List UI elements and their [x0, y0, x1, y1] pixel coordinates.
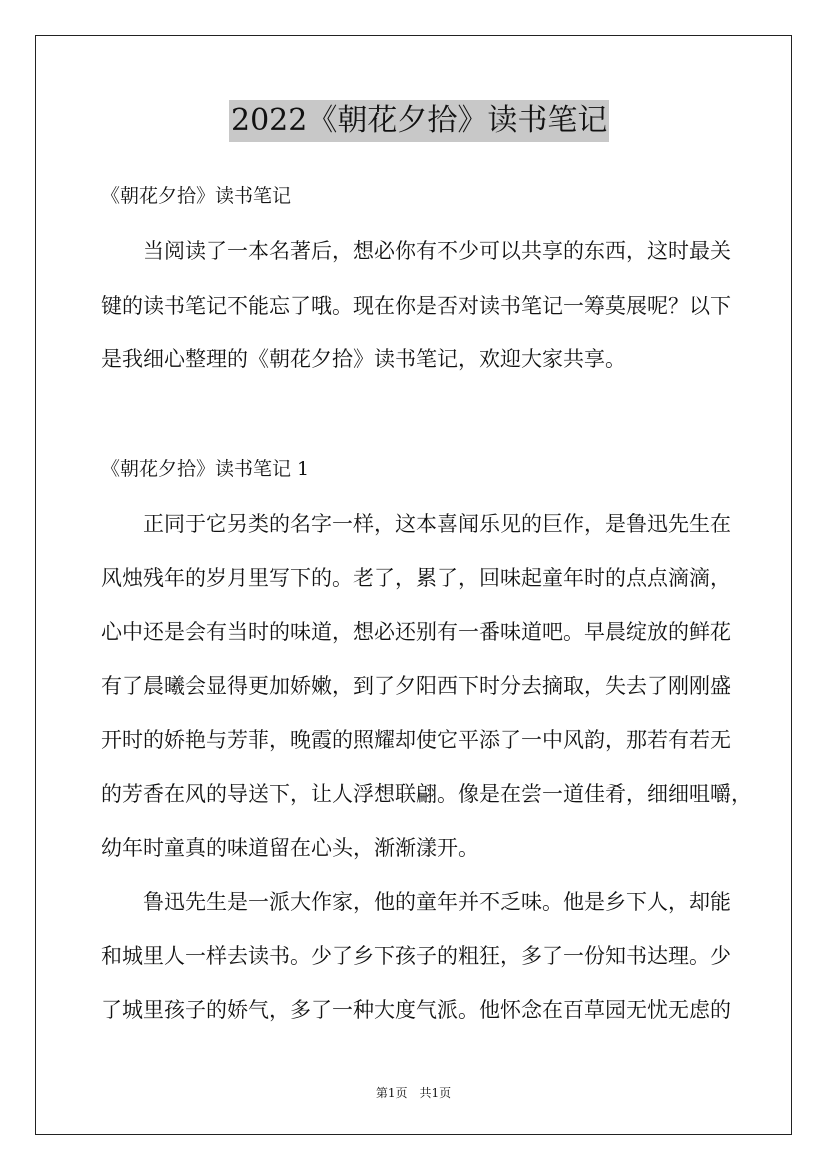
para1-line-4: 有了晨曦会显得更加娇嫩，到了夕阳西下时分去摘取，失去了刚刚盛 — [101, 674, 731, 698]
document-title: 2022《朝花夕拾》读书笔记 — [229, 100, 609, 142]
para2-line-2: 和城里人一样去读书。少了乡下孩子的粗狂，多了一份知书达理。少 — [101, 944, 731, 968]
intro-line-2: 键的读书笔记不能忘了哦。现在你是否对读书笔记一筹莫展呢？以下 — [101, 294, 731, 318]
para1-line-6: 的芳香在风的导送下，让人浮想联翩。像是在尝一道佳肴，细细咀嚼， — [101, 782, 752, 806]
para1-line-2: 风烛残年的岁月里写下的。老了，累了，回味起童年时的点点滴滴， — [101, 566, 731, 590]
para2-line-3: 了城里孩子的娇气，多了一种大度气派。他怀念在百草园无忧无虑的 — [101, 998, 731, 1022]
intro-line-3: 是我细心整理的《朝花夕拾》读书笔记，欢迎大家共享。 — [101, 347, 626, 371]
page-footer — [0, 1084, 827, 1101]
intro-heading: 《朝花夕拾》读书笔记 — [101, 185, 292, 207]
section1-heading: 《朝花夕拾》读书笔记 1 — [101, 458, 310, 480]
para1-line-7: 幼年时童真的味道留在心头，渐渐漾开。 — [101, 836, 479, 860]
page-number: 第1页 — [375, 1086, 408, 1100]
para2-line-1: 鲁迅先生是一派大作家，他的童年并不乏味。他是乡下人，却能 — [143, 890, 731, 914]
page-total: 共1页 — [419, 1086, 452, 1100]
para1-line-5: 开时的娇艳与芳菲，晚霞的照耀却使它平添了一中风韵，那若有若无 — [101, 728, 731, 752]
para1-line-3: 心中还是会有当时的味道，想必还别有一番味道吧。早晨绽放的鲜花 — [101, 620, 731, 644]
para1-line-1: 正同于它另类的名字一样，这本喜闻乐见的巨作，是鲁迅先生在 — [143, 512, 731, 536]
intro-line-1: 当阅读了一本名著后，想必你有不少可以共享的东西，这时最关 — [143, 239, 731, 263]
